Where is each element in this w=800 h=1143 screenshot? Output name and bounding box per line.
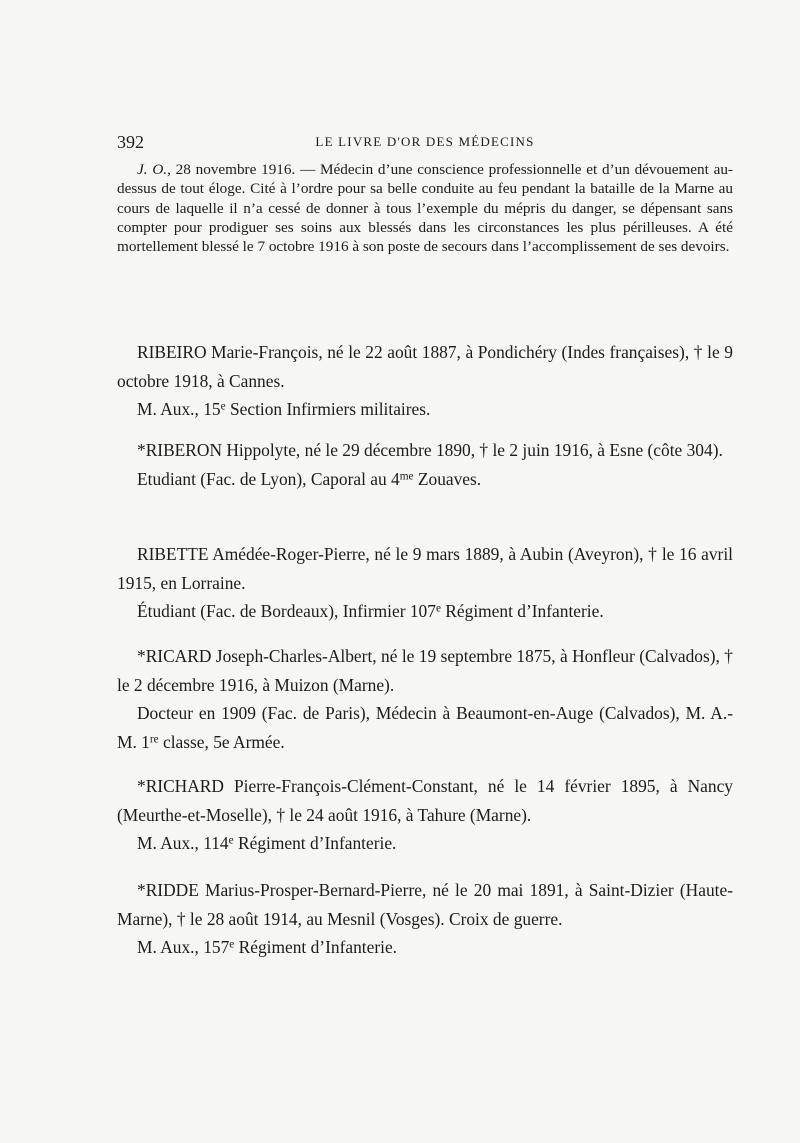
entry-head: *RICHARD Pierre-François-Clément-Constant, né le 14 février 1895, à Nancy (Meurthe-et-Moselle), † le 24 août 1916, à Tahure (Marne). [117,776,733,825]
entry-detail: Étudiant (Fac. de Bordeaux), Infirmier 107e Régiment d’Infanterie. [137,601,604,622]
entry-head: *RIDDE Marius-Prosper-Bernard-Pierre, né le 20 mai 1891, à Saint-Dizier (Haute-Marne), † le 28 août 1914, au Mesnil (Vosges). Croix de guerre. [117,880,733,929]
entry-richard [117,772,733,858]
citation-paragraph [117,160,733,256]
entry-ribeiro [117,338,733,424]
entry-ribette [117,540,733,626]
entry-detail: M. Aux., 15e Section Infirmiers militaires. [137,399,431,420]
running-title: LE LIVRE D'OR DES MÉDECINS [315,134,535,149]
entry-detail: Etudiant (Fac. de Lyon), Caporal au $4^{me}$ Zouaves. [137,468,482,489]
entry-ricard [117,642,733,756]
page-number: 392 [117,132,144,152]
page-header [117,130,733,154]
citation-block [117,160,733,256]
entry-riberon [117,436,733,493]
entry-detail: M. Aux., 157e Régiment d’Infanterie. [137,937,398,958]
entry-head: *RIBERON Hippolyte, né le 29 décembre 1890, † le 2 juin 1916, à Esne (côte 304). [137,440,723,460]
entry-ridde [117,876,733,962]
entry-head: RIBEIRO Marie-François, né le 22 août 1887, à Pondichéry (Indes françaises), † le 9 octobre 1918, à Cannes. [117,342,733,391]
citation-text: , 28 novembre 1916. — Médecin d’une conscience professionnelle et d’un dévouement au-dessus de tout éloge. Cité à l’ordre pour sa belle conduite au feu pendant la bataille de la Marne au cours de laquelle il n’a cessé de donner à tous l’exemple du mépris du danger, se dépensant sans compter pour prodiguer ses soins aux blessés dans les circonstances les plus périlleuses. A été mortellement blessé le 7 octobre 1916 à son poste de secours dans l’accomplissement de ses devoirs. [117,161,733,256]
citation-source: J. O. [137,161,168,178]
entry-head: RIBETTE Amédée-Roger-Pierre, né le 9 mars 1889, à Aubin (Aveyron), † le 16 avril 1915, en Lorraine. [117,544,733,593]
entry-head: *RICARD Joseph-Charles-Albert, né le 19 septembre 1875, à Honfleur (Calvados), † le 2 décembre 1916, à Muizon (Marne). [117,646,733,695]
entry-detail: Docteur en 1909 (Fac. de Paris), Médecin à Beaumont-en-Auge (Calvados), M. A.-M. 1re classe, 5e Armée. [117,703,733,752]
entry-detail: M. Aux., 114e Régiment d’Infanterie. [137,833,397,854]
